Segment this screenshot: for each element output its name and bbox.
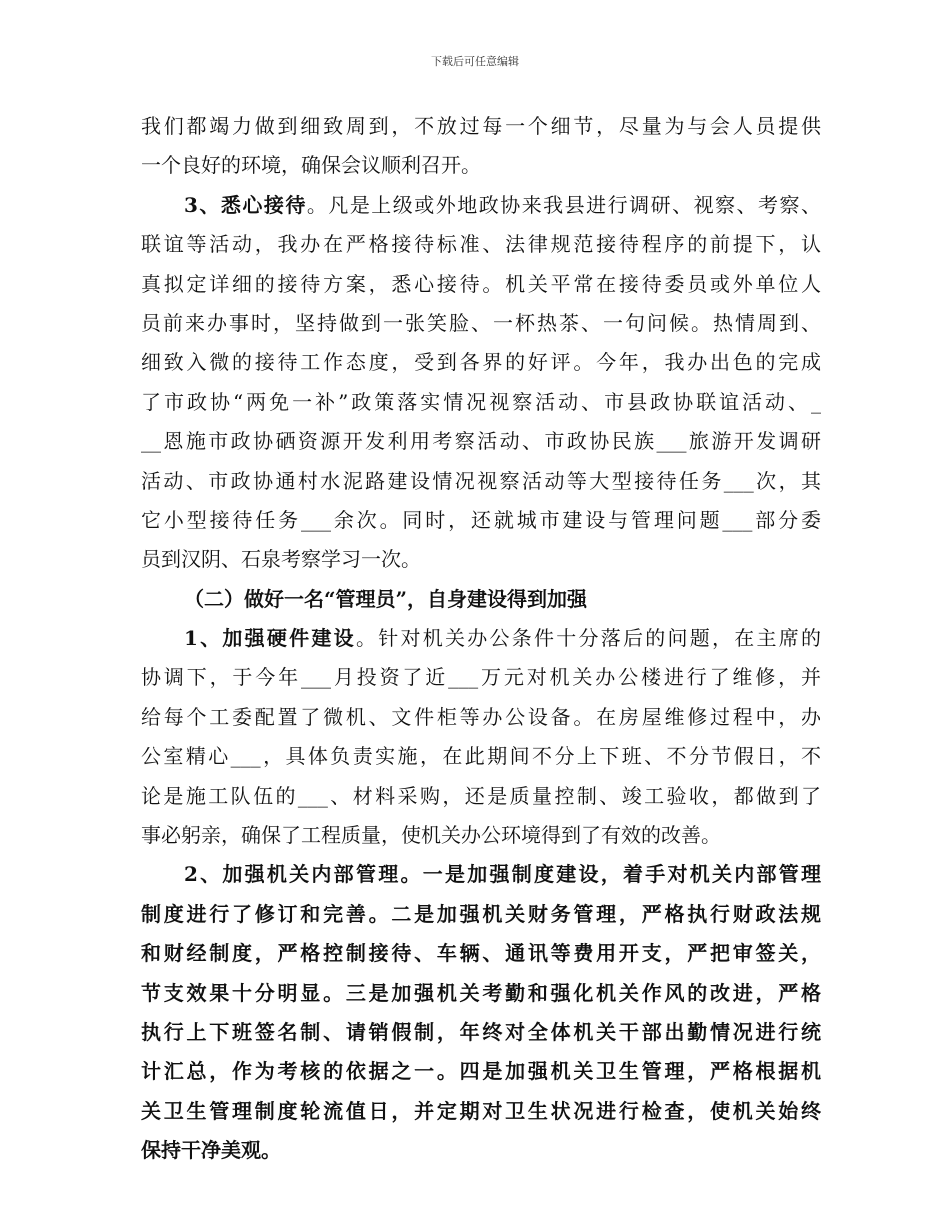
text-line: 计汇总，作为考核的依据之一。四是加强机关卫生管理，严格根据机	[141, 1059, 821, 1084]
paragraph-lead-line	[141, 619, 821, 658]
text-line: 公室精心___，具体负责实施，在此期间不分上下班、不分节假日，不	[141, 744, 821, 769]
paragraph-lead-line	[141, 186, 821, 225]
text-line: 协调下，于今年___月投资了近___万元对机关办公楼进行了维修，并	[141, 665, 821, 690]
text-line: 执行上下班签名制、请销假制，年终对全体机关干部出勤情况进行统	[141, 1019, 821, 1044]
text-line: 我们都竭力做到细致周到，不放过每一个细节，尽量为与会人员提供	[141, 114, 821, 138]
text-line: 员前来办事时，坚持做到一张笑脸、一杯热茶、一句问候。热情周到、	[141, 310, 821, 335]
text-line: 真拟定详细的接待方案，悉心接待。机关平常在接待委员或外单位人	[141, 271, 821, 296]
paragraph-lead: 1、加强硬件建设	[184, 626, 356, 651]
text-line: 细致入微的接待工作态度，受到各界的好评。今年，我办出色的完成	[141, 350, 821, 375]
text-line: 制度进行了修订和完善。二是加强机关财务管理，严格执行财政法规	[141, 901, 821, 926]
text-line: 它小型接待任务___余次。同时，还就城市建设与管理问题___部分委	[141, 507, 821, 532]
text-line: 保持干净美观。	[141, 1138, 281, 1163]
document-body	[141, 107, 821, 1171]
text-line: 论是施工队伍的___、材料采购，还是质量控制、竣工验收，都做到了	[141, 783, 821, 808]
section-heading: （二）做好一名“管理员”，自身建设得到加强	[184, 586, 588, 611]
text-line: 员到汉阴、石泉考察学习一次。	[141, 547, 421, 572]
text-line: 联谊等活动，我办在严格接待标准、法律规范接待程序的前提下，认	[141, 232, 821, 257]
text-line: 活动、市政协通村水泥路建设情况视察活动等大型接待任务___次，其	[141, 468, 821, 493]
paragraph-lead-rest: 。一是加强制度建设，着手对机关内部管理	[400, 862, 821, 887]
paragraph-lead-rest: 。凡是上级或外地政协来我县进行调研、视察、考察、	[306, 192, 821, 217]
paragraph-lead: 3、悉心接待	[184, 192, 307, 217]
text-line: 给每个工委配置了微机、文件柜等办公设备。在房屋维修过程中，办	[141, 704, 821, 729]
text-line: 事必躬亲，确保了工程质量，使机关办公环境得到了有效的改善。	[141, 823, 721, 848]
page-header: 下载后可任意编辑	[431, 55, 519, 68]
paragraph-lead-line	[141, 855, 821, 894]
text-line: 关卫生管理制度轮流值日，并定期对卫生状况进行检查，使机关始终	[141, 1098, 821, 1123]
text-line: 一个良好的环境，确保会议顺利召开。	[141, 153, 481, 178]
paragraph-lead-rest: 。针对机关办公条件十分落后的问题，在主席的	[355, 626, 821, 651]
text-line: 和财经制度，严格控制接待、车辆、通讯等费用开支，严把审签关，	[141, 941, 821, 966]
text-line: __恩施市政协硒资源开发利用考察活动、市政协民族___旅游开发调研	[141, 429, 821, 454]
text-line: 了市政协“两免一补”政策落实情况视察活动、市县政协联谊活动、_	[141, 389, 821, 414]
text-line: 节支效果十分明显。三是加强机关考勤和强化机关作风的改进，严格	[141, 980, 821, 1005]
paragraph-lead: 2、加强机关内部管理	[184, 862, 401, 887]
